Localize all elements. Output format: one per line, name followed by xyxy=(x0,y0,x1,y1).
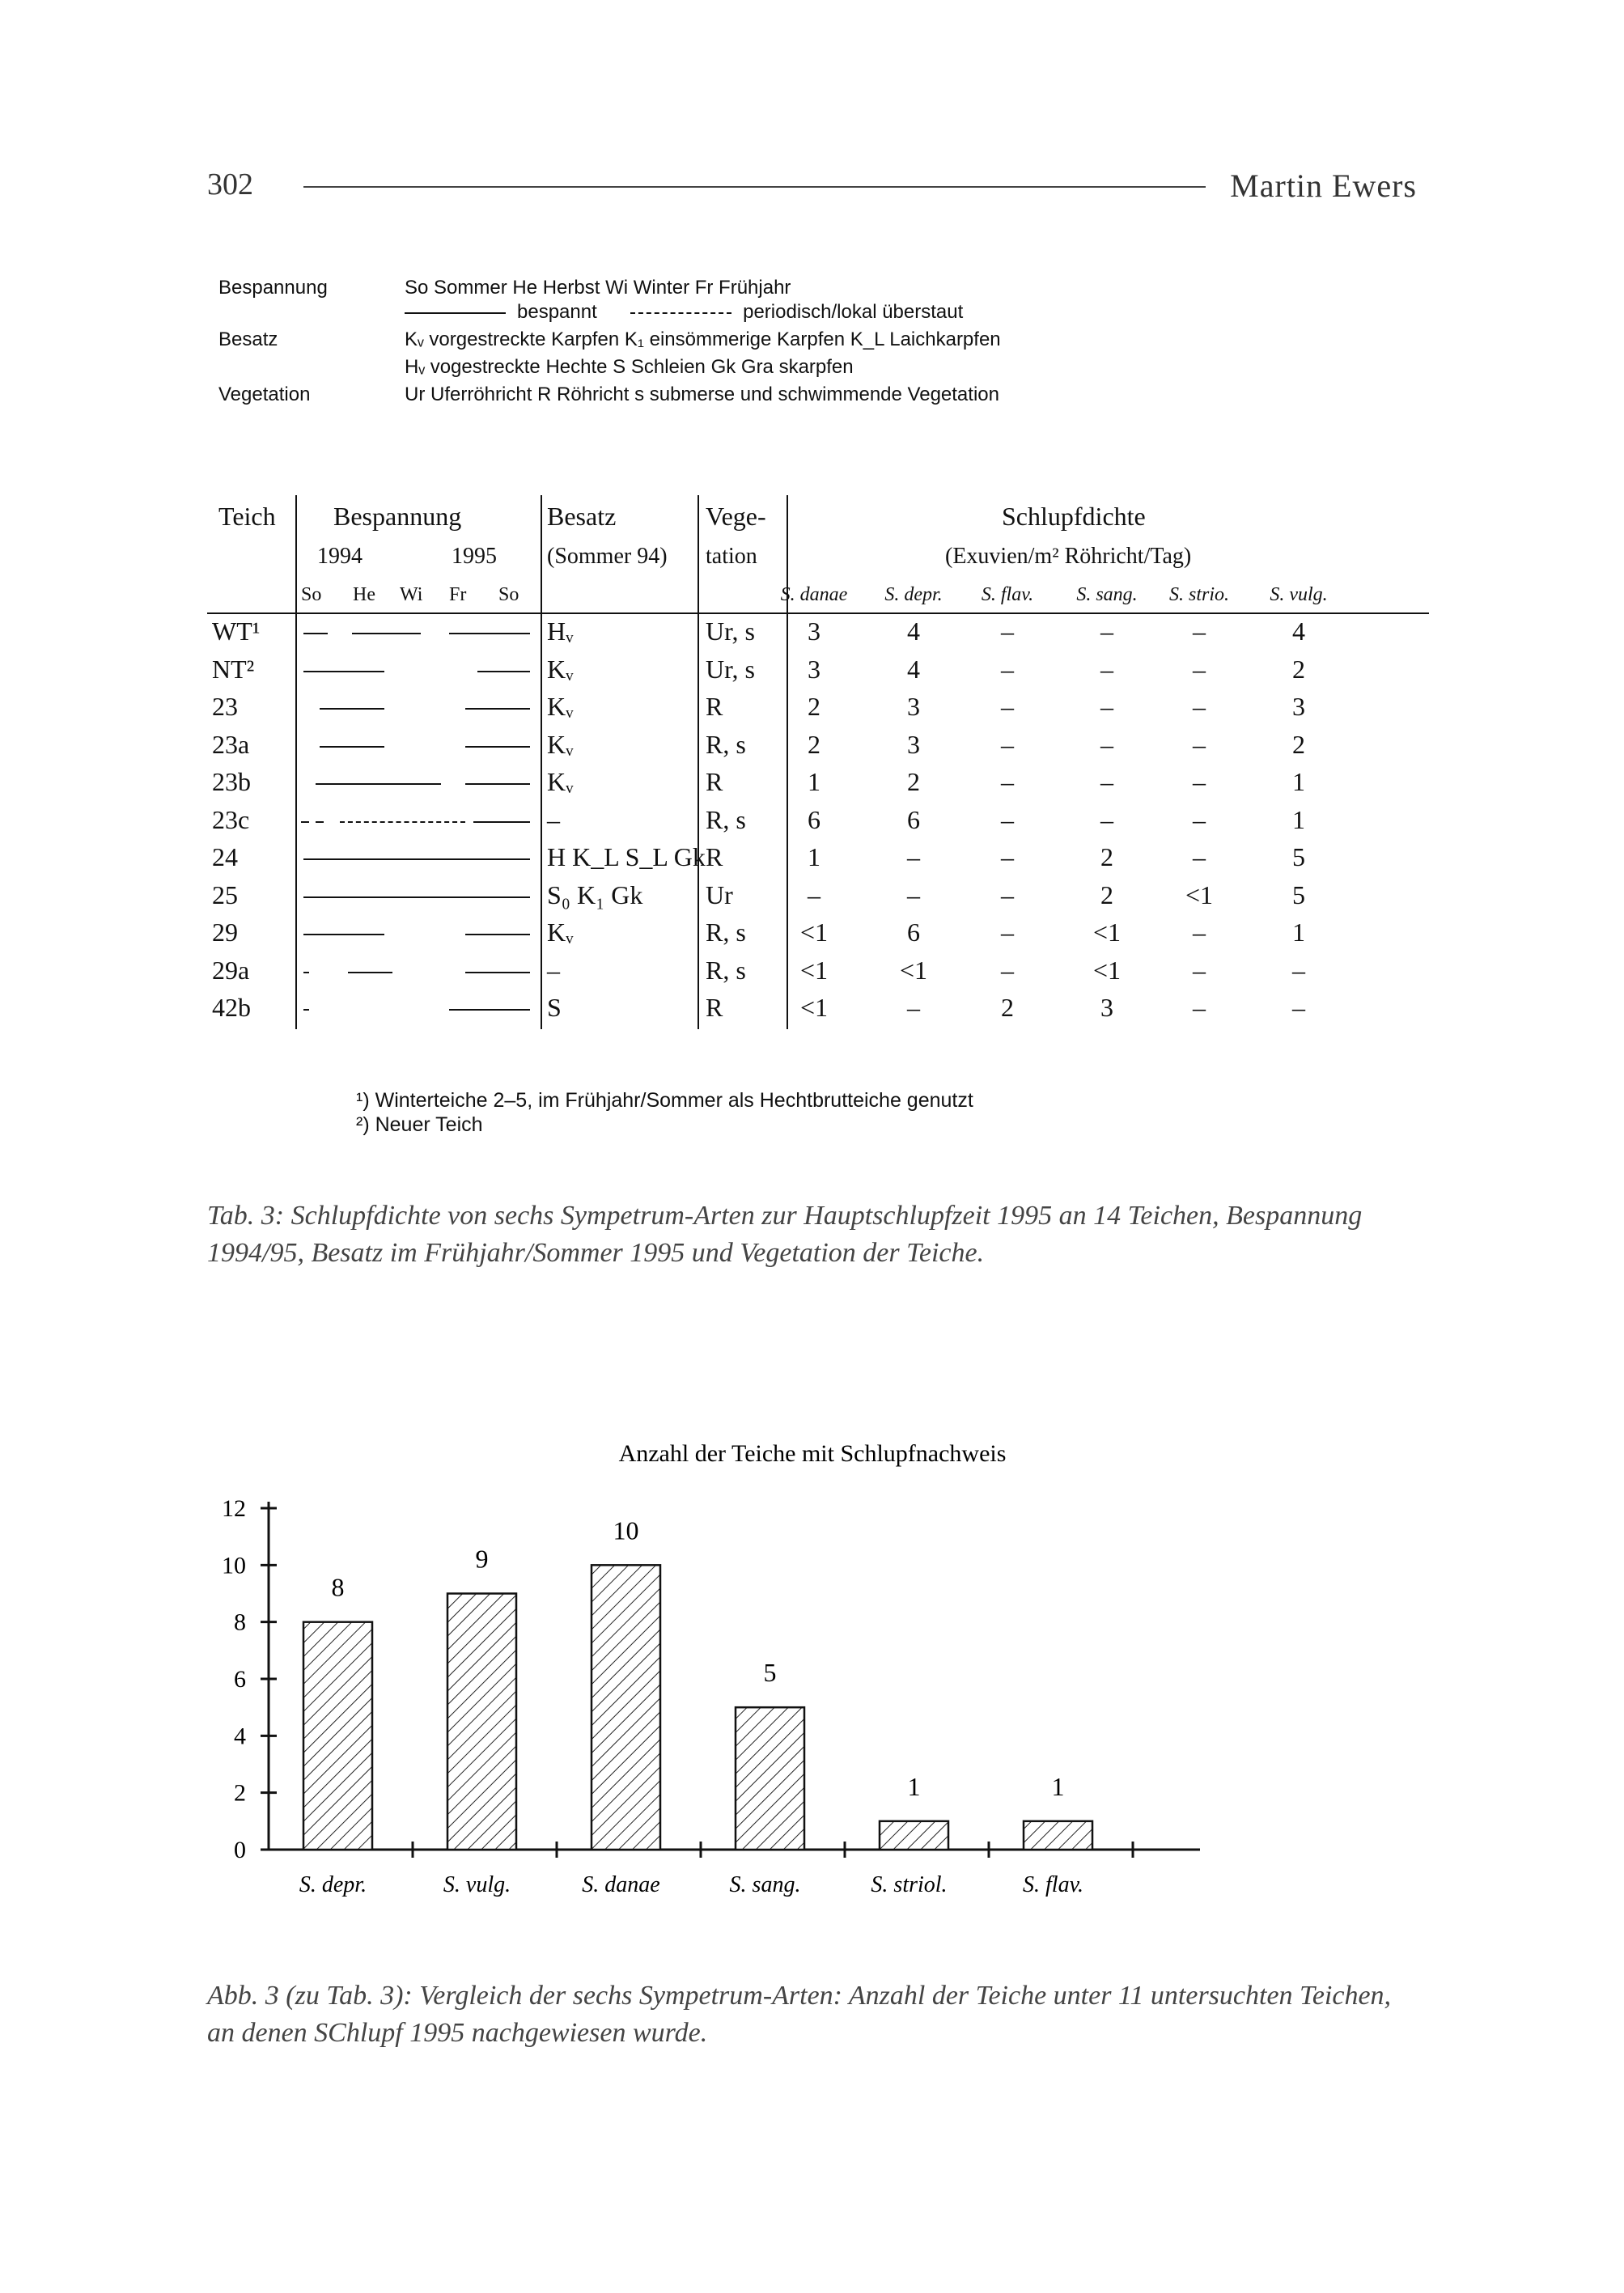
cell-density: – xyxy=(1292,955,1305,985)
col-header-besatz: Besatz xyxy=(547,502,617,531)
cell-density: 2 xyxy=(1292,729,1305,759)
bar xyxy=(736,1707,804,1850)
bespannung-solid-line xyxy=(303,1009,309,1011)
species-header: S. danae xyxy=(780,584,848,605)
bar-value-label: 8 xyxy=(331,1572,345,1602)
cell-density: – xyxy=(1001,842,1014,871)
bespannung-solid-line xyxy=(352,633,421,634)
cell-besatz: – xyxy=(547,955,560,985)
bar-value-label: 1 xyxy=(1051,1771,1065,1801)
cell-density: – xyxy=(1001,692,1014,721)
cell-density: – xyxy=(1193,654,1206,684)
cell-vegetation: R, s xyxy=(706,955,746,985)
cell-besatz: Hᵥ xyxy=(547,617,574,646)
legend-periodisch: periodisch/lokal überstaut xyxy=(743,301,964,323)
cell-besatz: Kᵥ xyxy=(547,692,574,721)
cell-density: – xyxy=(1001,617,1014,646)
cell-density: <1 xyxy=(899,955,928,985)
cell-teich: WT¹ xyxy=(212,617,261,646)
bespannung-solid-line xyxy=(303,858,530,860)
species-header: S. flav. xyxy=(981,584,1034,605)
col-header-schlupfdichte-sub: (Exuvien/m² Röhricht/Tag) xyxy=(945,544,1192,569)
bespannung-solid-line xyxy=(477,671,530,672)
cell-teich: 23a xyxy=(212,729,250,759)
col-header-year-1995: 1995 xyxy=(452,544,497,569)
cell-density: 2 xyxy=(907,767,920,796)
cell-density: 2 xyxy=(1001,993,1014,1022)
cell-besatz: H K_L S_L Gk xyxy=(547,842,706,871)
x-category-label: S. danae xyxy=(582,1872,660,1897)
cell-density: – xyxy=(1001,767,1014,796)
season-label: Fr xyxy=(449,584,467,605)
cell-density: – xyxy=(1001,918,1014,947)
bespannung-solid-line xyxy=(303,972,309,973)
legend-besatz-label: Besatz xyxy=(218,328,278,350)
page-number: 302 xyxy=(207,167,253,201)
cell-density: 1 xyxy=(808,842,820,871)
x-category-label: S. vulg. xyxy=(443,1872,511,1897)
cell-density: – xyxy=(1193,692,1206,721)
bar-value-label: 1 xyxy=(907,1771,921,1801)
cell-density: 1 xyxy=(1292,918,1305,947)
cell-teich: 23c xyxy=(212,804,250,834)
cell-density: 4 xyxy=(907,617,920,646)
cell-teich: 29 xyxy=(212,918,238,947)
cell-density: – xyxy=(1193,729,1206,759)
cell-density: 3 xyxy=(1292,692,1305,721)
season-label: Wi xyxy=(400,584,423,605)
cell-density: 2 xyxy=(1100,879,1113,909)
bar xyxy=(303,1622,372,1850)
bespannung-solid-line xyxy=(465,972,530,973)
cell-density: – xyxy=(1193,767,1206,796)
col-header-teich: Teich xyxy=(218,502,276,531)
bespannung-solid-line xyxy=(348,972,392,973)
bespannung-solid-line xyxy=(465,783,530,785)
cell-density: – xyxy=(1001,955,1014,985)
cell-besatz: – xyxy=(547,804,560,834)
season-label: So xyxy=(498,584,519,605)
cell-density: 1 xyxy=(1292,767,1305,796)
col-header-vegetation-2: tation xyxy=(706,544,757,569)
cell-vegetation: R, s xyxy=(706,918,746,947)
cell-density: – xyxy=(1100,617,1113,646)
legend-bespannt: bespannt xyxy=(517,301,597,323)
cell-density: – xyxy=(1100,767,1113,796)
cell-vegetation: Ur, s xyxy=(706,654,755,684)
cell-density: – xyxy=(1100,654,1113,684)
cell-density: – xyxy=(907,842,920,871)
cell-teich: 23b xyxy=(212,767,251,796)
table-vline-1 xyxy=(295,495,297,1029)
footnote-2: ²) Neuer Teich xyxy=(356,1113,483,1136)
legend-bespannung-label: Bespannung xyxy=(218,277,328,299)
col-header-year-1994: 1994 xyxy=(317,544,363,569)
season-label: He xyxy=(353,584,375,605)
bespannung-solid-line xyxy=(316,783,441,785)
legend-besatz-line1: Kᵥ vorgestreckte Karpfen K₁ einsömmerige Karpfen K_L Laichkarpfen xyxy=(405,328,1001,350)
col-header-schlupfdichte: Schlupfdichte xyxy=(1002,502,1146,531)
y-tick-label: 8 xyxy=(234,1608,246,1636)
cell-density: 1 xyxy=(808,767,820,796)
solid-line-sample xyxy=(405,312,506,314)
species-header: S. depr. xyxy=(884,584,943,605)
cell-density: 6 xyxy=(808,804,820,834)
cell-density: – xyxy=(1001,654,1014,684)
x-category-label: S. depr. xyxy=(299,1872,367,1897)
cell-besatz: Kᵥ xyxy=(547,729,574,759)
cell-density: – xyxy=(907,993,920,1022)
bespannung-solid-line xyxy=(449,1009,530,1011)
bespannung-solid-line xyxy=(303,934,384,935)
bespannung-solid-line xyxy=(320,746,384,748)
cell-vegetation: R, s xyxy=(706,729,746,759)
bespannung-solid-line xyxy=(303,671,384,672)
bespannung-solid-line xyxy=(316,821,324,823)
species-header: S. sang. xyxy=(1076,584,1138,605)
bar xyxy=(447,1594,516,1850)
y-tick-label: 4 xyxy=(234,1723,246,1750)
cell-teich: 29a xyxy=(212,955,250,985)
col-header-besatz-sub: (Sommer 94) xyxy=(547,544,668,569)
cell-density: – xyxy=(1292,993,1305,1022)
bespannung-dashed-line xyxy=(340,821,465,823)
cell-density: – xyxy=(1001,879,1014,909)
cell-teich: NT² xyxy=(212,654,255,684)
x-category-label: S. flav. xyxy=(1023,1872,1083,1897)
cell-vegetation: R xyxy=(706,692,723,721)
cell-density: <1 xyxy=(1092,955,1122,985)
legend-vegetation-line: Ur Uferröhricht R Röhricht s submerse und schwimmende Vegetation xyxy=(405,384,999,405)
cell-density: 3 xyxy=(907,729,920,759)
cell-density: 6 xyxy=(907,804,920,834)
cell-density: 4 xyxy=(1292,617,1305,646)
cell-density: – xyxy=(1193,842,1206,871)
table-vline-3 xyxy=(698,495,699,1029)
cell-density: – xyxy=(1001,729,1014,759)
season-label: So xyxy=(301,584,322,605)
cell-density: 4 xyxy=(907,654,920,684)
cell-density: <1 xyxy=(799,993,829,1022)
cell-density: 2 xyxy=(808,692,820,721)
cell-teich: 42b xyxy=(212,993,251,1022)
cell-besatz: S xyxy=(547,993,562,1022)
cell-besatz: Kᵥ xyxy=(547,767,574,796)
header-rule xyxy=(303,186,1206,188)
cell-teich: 24 xyxy=(212,842,238,871)
chart-title: Anzahl der Teiche mit Schlupfnachweis xyxy=(618,1440,1007,1467)
cell-vegetation: R xyxy=(706,767,723,796)
cell-besatz: S₀ K₁ Gk xyxy=(547,879,643,909)
x-category-label: S. striol. xyxy=(871,1872,948,1897)
bespannung-solid-line xyxy=(473,821,530,823)
cell-vegetation: Ur xyxy=(706,879,733,909)
col-header-vegetation: Vege- xyxy=(706,502,766,531)
cell-density: – xyxy=(1193,955,1206,985)
dashed-line-sample xyxy=(630,312,731,314)
cell-density: – xyxy=(1193,993,1206,1022)
col-header-bespannung: Bespannung xyxy=(333,502,462,531)
cell-density: 3 xyxy=(808,617,820,646)
cell-density: 5 xyxy=(1292,879,1305,909)
cell-density: – xyxy=(1100,692,1113,721)
y-tick-label: 0 xyxy=(234,1837,246,1863)
cell-density: – xyxy=(808,879,820,909)
cell-teich: 23 xyxy=(212,692,238,721)
cell-density: – xyxy=(1193,617,1206,646)
cell-density: 2 xyxy=(1100,842,1113,871)
bespannung-solid-line xyxy=(465,708,530,710)
cell-vegetation: R xyxy=(706,993,723,1022)
running-author: Martin Ewers xyxy=(1230,167,1417,204)
bespannung-solid-line xyxy=(449,633,530,634)
bar-value-label: 5 xyxy=(763,1658,777,1688)
cell-density: <1 xyxy=(799,955,829,985)
table-vline-2 xyxy=(541,495,542,1029)
cell-density: – xyxy=(1100,804,1113,834)
bespannung-solid-line xyxy=(320,708,384,710)
legend-besatz-line2: Hᵥ vogestreckte Hechte S Schleien Gk Gra skarpfen xyxy=(405,356,854,378)
species-header: S. vulg. xyxy=(1270,584,1328,605)
cell-besatz: Kᵥ xyxy=(547,654,574,684)
species-header: S. strio. xyxy=(1168,584,1229,605)
legend-bespannung-line: So Sommer He Herbst Wi Winter Fr Frühjahr xyxy=(405,277,791,299)
cell-density: 6 xyxy=(907,918,920,947)
bar-value-label: 10 xyxy=(613,1515,639,1545)
cell-density: <1 xyxy=(1185,879,1214,909)
y-tick-label: 10 xyxy=(222,1552,246,1579)
bar xyxy=(592,1565,660,1850)
y-tick-label: 12 xyxy=(222,1495,246,1522)
cell-besatz: Kᵥ xyxy=(547,918,574,947)
bespannung-solid-line xyxy=(465,746,530,748)
cell-density: – xyxy=(1193,918,1206,947)
cell-vegetation: R xyxy=(706,842,723,871)
bar xyxy=(880,1821,948,1850)
cell-density: – xyxy=(1193,804,1206,834)
figure-caption: Abb. 3 (zu Tab. 3): Vergleich der sechs Sympetrum-Arten: Anzahl der Teiche unter 11 untersuchten Teichen, an denen SChlupf 1995 nachgewiesen wurde. xyxy=(207,1981,1392,2048)
cell-density: 2 xyxy=(1292,654,1305,684)
cell-density: <1 xyxy=(799,918,829,947)
bar-value-label: 9 xyxy=(475,1544,489,1574)
cell-density: – xyxy=(907,879,920,909)
cell-density: – xyxy=(1001,804,1014,834)
table-vline-4 xyxy=(787,495,788,1029)
y-tick-label: 2 xyxy=(234,1779,246,1807)
bar xyxy=(1024,1821,1092,1850)
cell-density: 3 xyxy=(1100,993,1113,1022)
chart-plot-area xyxy=(222,1495,1200,1897)
bespannung-solid-line xyxy=(301,821,309,823)
cell-density: 3 xyxy=(808,654,820,684)
bespannung-solid-line xyxy=(303,633,328,634)
bespannung-solid-line xyxy=(465,934,530,935)
cell-density: <1 xyxy=(1092,918,1122,947)
legend-line-styles xyxy=(405,301,963,324)
bar-chart xyxy=(0,1424,1624,1926)
x-category-label: S. sang. xyxy=(729,1872,801,1897)
cell-vegetation: R, s xyxy=(706,804,746,834)
footnote-1: ¹) Winterteiche 2–5, im Frühjahr/Sommer als Hechtbrutteiche genutzt xyxy=(356,1089,973,1112)
cell-teich: 25 xyxy=(212,879,238,909)
bespannung-solid-line xyxy=(303,896,530,898)
y-tick-label: 6 xyxy=(234,1666,246,1693)
table-caption: Tab. 3: Schlupfdichte von sechs Sympetrum-Arten zur Hauptschlupfzeit 1995 an 14 Teichen, Bespannung 1994/95, Besatz im Frühjahr/Sommer 1995 und Vegetation der Teiche. xyxy=(207,1201,1363,1268)
cell-density: 2 xyxy=(808,729,820,759)
cell-density: – xyxy=(1100,729,1113,759)
cell-density: 1 xyxy=(1292,804,1305,834)
cell-density: 5 xyxy=(1292,842,1305,871)
table-header-rule xyxy=(207,612,1429,614)
cell-density: 3 xyxy=(907,692,920,721)
cell-vegetation: Ur, s xyxy=(706,617,755,646)
legend-vegetation-label: Vegetation xyxy=(218,384,311,405)
